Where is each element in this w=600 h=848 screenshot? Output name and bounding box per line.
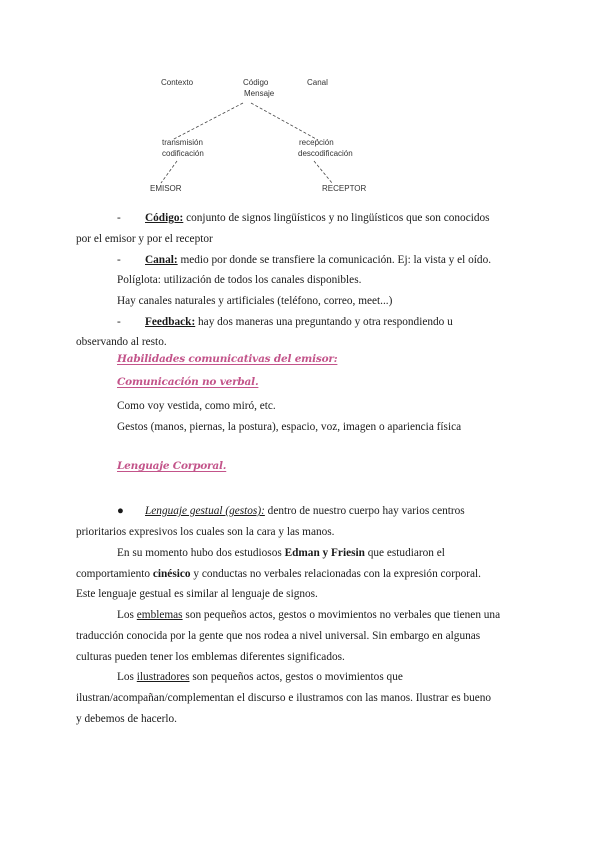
ilustradores-pre: Los (117, 671, 137, 683)
heading-no-verbal: Comunicación no verbal. (117, 376, 259, 388)
gestual-line-1 (117, 504, 465, 518)
diagram-label-mensaje: Mensaje (244, 89, 275, 98)
estudiosos-line-2 (76, 567, 481, 581)
ilustradores-line-3: y debemos de hacerlo. (76, 713, 178, 725)
codigo-line-1 (117, 211, 490, 225)
ilustradores-line-2: ilustran/acompañan/complementan el discurso e ilustramos con las manos. Ilustrar es bueno (76, 692, 492, 704)
dash-bullet: - (117, 254, 121, 266)
canal-term: Canal: (145, 254, 178, 266)
diagram-lines (0, 0, 600, 200)
estudiosos-post: que estudiaron el (364, 547, 445, 559)
estudiosos-line2-post: y conductas no verbales relacionadas con la expresión corporal. (190, 568, 481, 580)
diagram-label-canal: Canal (307, 78, 328, 87)
feedback-line-2: observando al resto. (76, 336, 167, 348)
como-voy-line: Como voy vestida, como miró, etc. (117, 400, 276, 412)
diagram-line-right (251, 103, 318, 140)
gestual-line-2: prioritarios expresivos los cuales son la cara y las manos. (76, 526, 335, 538)
diagram-label-receptor: RECEPTOR (322, 184, 367, 193)
ilustradores-line-1 (117, 670, 403, 684)
canal-text: medio por donde se transfiere la comunicación. Ej: la vista y el oído. (177, 254, 492, 266)
bullet-dot: ● (117, 505, 124, 517)
emblemas-post: son pequeños actos, gestos o movimientos no verbales que tienen una (182, 609, 501, 621)
codigo-line-2: por el emisor y por el receptor (76, 233, 213, 245)
diagram-line-emisor (161, 161, 177, 183)
heading-habilidades: Habilidades comunicativas del emisor: (117, 353, 338, 365)
diagram-label-descodificacion: descodificación (298, 149, 353, 158)
feedback-text-1: hay dos maneras una preguntando y otra respondiendo u (195, 316, 453, 328)
poliglota-line: Políglota: utilización de todos los canales disponibles. (117, 274, 362, 286)
diagram-line-left (172, 103, 243, 140)
canales-naturales-line: Hay canales naturales y artificiales (teléfono, correo, meet...) (117, 295, 393, 307)
estudiosos-line2-pre: comportamiento (76, 568, 153, 580)
codigo-term: Código: (145, 212, 184, 224)
heading-lenguaje-corporal: Lenguaje Corporal. (117, 460, 227, 472)
dash-bullet: - (117, 316, 121, 328)
diagram-label-transmision: transmisión (162, 138, 203, 147)
ilustradores-term: ilustradores (136, 671, 190, 683)
dash-bullet: - (117, 212, 121, 224)
gestual-term: Lenguaje gestual (gestos): (145, 505, 265, 517)
diagram-label-contexto: Contexto (161, 78, 194, 87)
feedback-line-1 (117, 315, 453, 329)
feedback-term: Feedback: (145, 316, 196, 328)
emblemas-line-2: traducción conocida por la gente que nos rodea a nivel universal. Sin embargo en algunas (76, 630, 481, 642)
codigo-text-1: conjunto de signos lingüísticos y no lingüísticos que son conocidos (183, 212, 490, 224)
gestual-text-1: dentro de nuestro cuerpo hay varios centros (264, 505, 465, 517)
diagram-line-receptor (314, 161, 332, 183)
estudiosos-names: Edman y Friesin (284, 547, 365, 559)
estudiosos-line-1 (117, 546, 445, 560)
emblemas-line-1 (117, 608, 500, 622)
ilustradores-post: son pequeños actos, gestos o movimientos que (189, 671, 403, 683)
diagram-label-codigo: Código (243, 78, 269, 87)
emblemas-pre: Los (117, 609, 137, 621)
emblemas-term: emblemas (136, 609, 183, 621)
diagram-label-emisor: EMISOR (150, 184, 182, 193)
estudiosos-line-3: Este lenguaje gestual es similar al lenguaje de signos. (76, 588, 318, 600)
estudiosos-pre: En su momento hubo dos estudiosos (117, 547, 285, 559)
emblemas-line-3: culturas pueden tener los emblemas diferentes significados. (76, 651, 345, 663)
communication-diagram (0, 0, 600, 200)
canal-line (117, 253, 491, 267)
estudiosos-cinesico: cinésico (152, 568, 191, 580)
diagram-label-codificacion: codificación (162, 149, 204, 158)
diagram-label-recepcion: recepción (299, 138, 334, 147)
gestos-line: Gestos (manos, piernas, la postura), espacio, voz, imagen o apariencia física (117, 421, 462, 433)
